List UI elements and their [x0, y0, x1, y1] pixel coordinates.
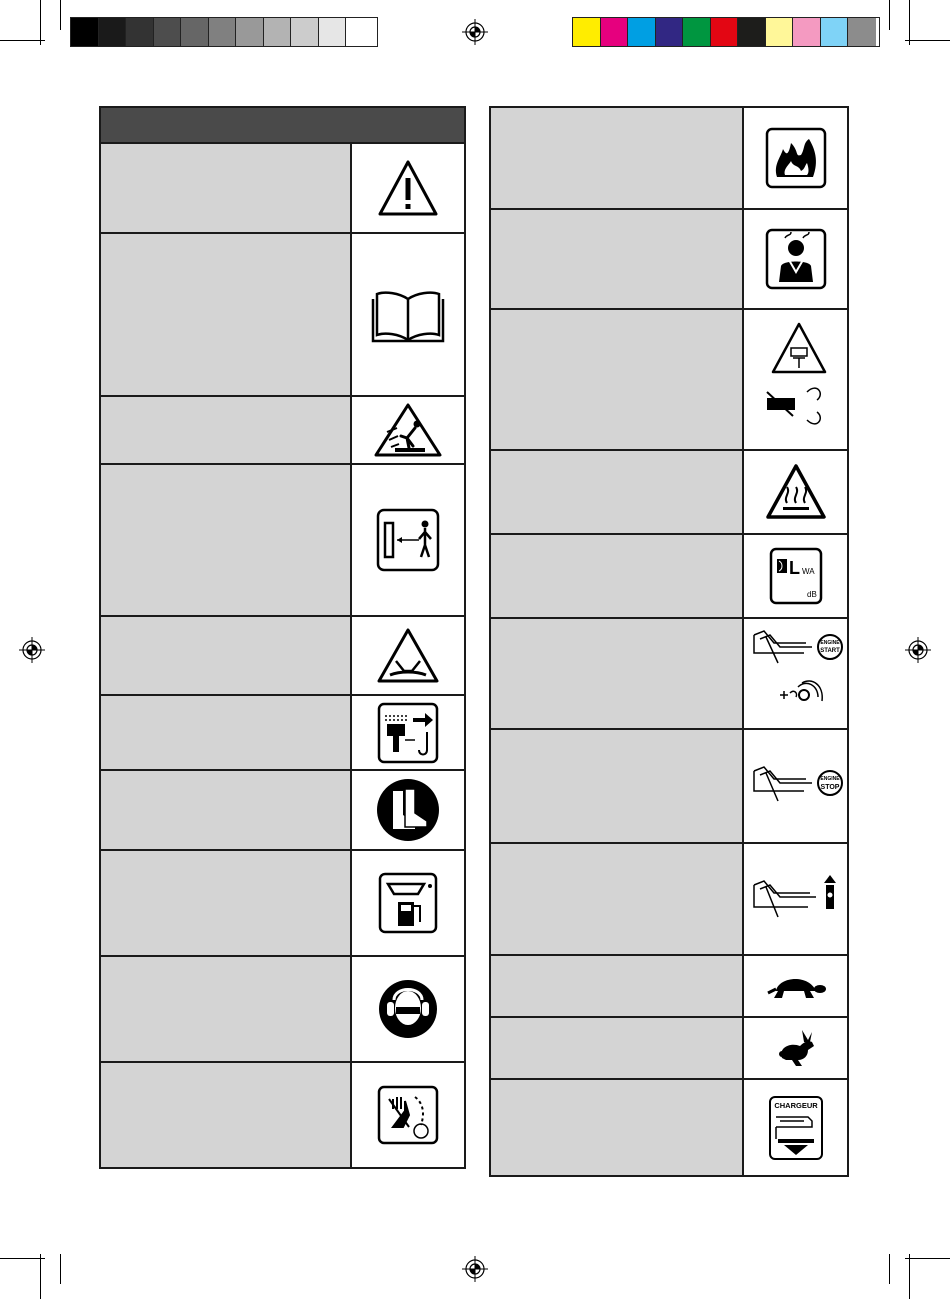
description-cell [100, 616, 351, 695]
keep-distance-icon [375, 507, 441, 573]
crop-mark [60, 1254, 61, 1284]
fire-hazard-icon [765, 127, 827, 189]
description-cell [100, 464, 351, 616]
description-cell [100, 850, 351, 956]
swatch [319, 18, 347, 46]
charger-icon [768, 1095, 824, 1161]
slope-hazard-icon [376, 627, 440, 685]
safety-boots-icon [375, 777, 441, 843]
thrown-objects-icon [373, 402, 443, 458]
swatch [291, 18, 319, 46]
description-cell [100, 143, 351, 233]
description-cell [490, 729, 743, 843]
swatch [236, 18, 264, 46]
swatch [628, 18, 656, 46]
badge-top: ENGINE [819, 639, 840, 646]
badge-bottom: STOP [820, 784, 839, 791]
table-header [100, 107, 465, 143]
registration-mark-icon [462, 1256, 488, 1282]
oil-fuel-icon [378, 872, 438, 934]
swatch [601, 18, 629, 46]
registration-mark-icon [19, 637, 45, 663]
description-cell [490, 618, 743, 729]
swatch [209, 18, 237, 46]
swatch [656, 18, 684, 46]
crop-mark [905, 40, 950, 41]
description-cell [490, 1017, 743, 1079]
description-cell [490, 1079, 743, 1176]
badge-top: ENGINE [819, 776, 840, 782]
swatch [181, 18, 209, 46]
swatch [793, 18, 821, 46]
sound-label-main: L [788, 558, 800, 578]
disconnect-spark-plug-icon [763, 320, 829, 440]
description-cell [490, 450, 743, 534]
crop-mark [40, 0, 41, 45]
swatch [738, 18, 766, 46]
turtle-slow-icon [764, 971, 828, 1001]
engine-stop-icon [748, 761, 844, 811]
description-cell [100, 695, 351, 770]
charger-label: CHARGEUR [773, 1100, 818, 1110]
description-cell [490, 955, 743, 1017]
read-manual-icon [371, 285, 445, 345]
swatch [264, 18, 292, 46]
crop-mark [889, 0, 890, 30]
swatch [154, 18, 182, 46]
swatch [683, 18, 711, 46]
badge-bottom: START [819, 647, 840, 654]
process-color-bar [572, 17, 880, 47]
swatch [821, 18, 849, 46]
description-cell [490, 309, 743, 450]
description-cell [100, 1062, 351, 1168]
swatch [126, 18, 154, 46]
hot-surface-icon [765, 463, 827, 521]
description-cell [490, 534, 743, 618]
grayscale-bar [70, 17, 378, 47]
sound-label-sub: WA [801, 567, 815, 576]
description-cell [100, 956, 351, 1062]
crop-mark [889, 1254, 890, 1284]
crop-mark [909, 0, 910, 45]
crop-mark [905, 1258, 950, 1259]
hand-stop-icon [377, 1085, 439, 1145]
swatch [573, 18, 601, 46]
blade-rotation-icon [377, 702, 439, 764]
registration-mark-icon [905, 637, 931, 663]
swatch [346, 18, 374, 46]
swatch [71, 18, 99, 46]
warning-triangle-icon [376, 158, 440, 218]
crop-mark [60, 0, 61, 30]
ear-eye-protection-icon [377, 978, 439, 1040]
description-cell [100, 396, 351, 464]
crop-mark [909, 1254, 910, 1299]
left-symbol-table [99, 106, 466, 1169]
crop-mark [0, 1258, 45, 1259]
rabbit-fast-icon [774, 1028, 818, 1068]
swatch [99, 18, 127, 46]
description-cell [100, 233, 351, 396]
sound-label-unit: dB [806, 590, 817, 599]
drive-lever-icon [748, 869, 844, 929]
crop-mark [40, 1254, 41, 1299]
swatch [766, 18, 794, 46]
toxic-fumes-icon [765, 228, 827, 290]
right-symbol-table [489, 106, 849, 1177]
swatch [711, 18, 739, 46]
description-cell [490, 209, 743, 309]
engine-start-icon [748, 625, 844, 723]
description-cell [490, 843, 743, 955]
description-cell [490, 107, 743, 209]
crop-mark [0, 40, 45, 41]
description-cell [100, 770, 351, 850]
registration-mark-icon [462, 19, 488, 45]
swatch [848, 18, 876, 46]
sound-power-icon [769, 547, 823, 605]
